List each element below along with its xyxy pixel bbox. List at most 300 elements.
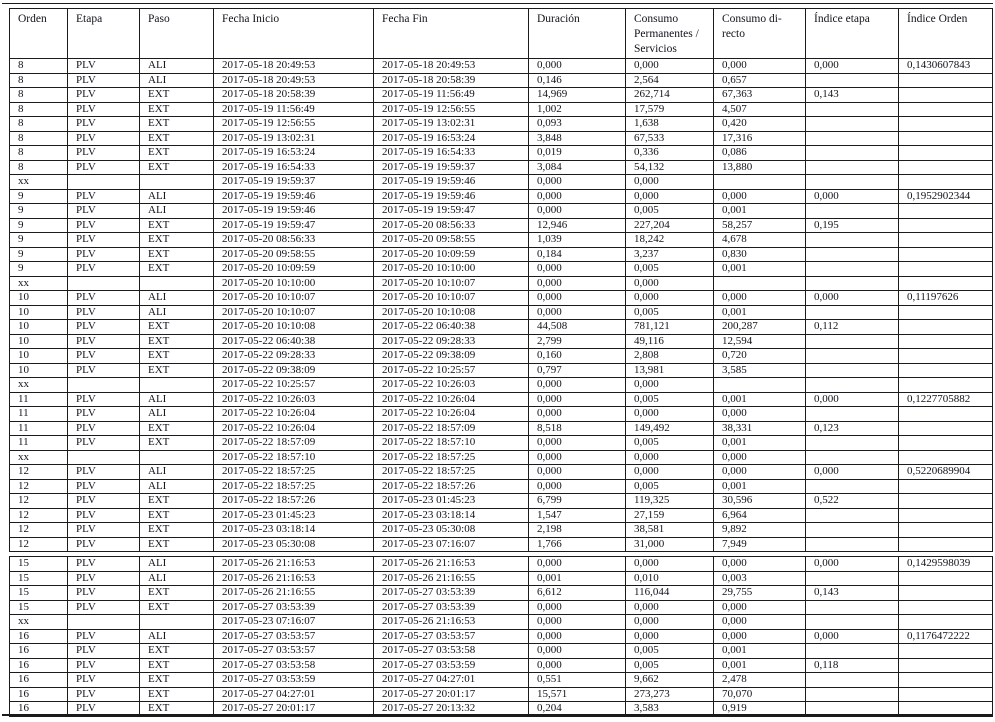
table-cell: 4,678: [714, 233, 806, 248]
table-cell: 0,010: [626, 571, 714, 586]
table-row: [10, 378, 993, 393]
table-cell: EXT: [140, 687, 214, 702]
table-cell: [806, 276, 899, 291]
table-cell: 2,799: [529, 334, 626, 349]
table-cell: 13,880: [714, 160, 806, 175]
table-cell: 262,714: [626, 88, 714, 103]
table-cell: 2017-05-19 19:59:46: [374, 189, 529, 204]
table-cell: 2017-05-23 01:45:23: [214, 508, 374, 523]
table-cell: 119,325: [626, 494, 714, 509]
table-cell: 2017-05-19 11:56:49: [374, 88, 529, 103]
table-row: [10, 247, 993, 262]
table-cell: 0,005: [626, 262, 714, 277]
table-cell: EXT: [140, 334, 214, 349]
table-cell: 0,001: [714, 262, 806, 277]
table-cell: 2017-05-22 18:57:25: [374, 450, 529, 465]
table-cell: PLV: [68, 73, 140, 88]
table-row: [10, 73, 993, 88]
table-row: [10, 204, 993, 219]
table-cell: EXT: [140, 160, 214, 175]
table-cell: 2017-05-19 19:59:37: [374, 160, 529, 175]
table-cell: 15: [10, 571, 68, 586]
top-rule: [2, 3, 993, 4]
table-cell: 16: [10, 658, 68, 673]
table-cell: 2017-05-20 10:10:07: [374, 291, 529, 306]
table-cell: [806, 450, 899, 465]
table-cell: 0,005: [626, 644, 714, 659]
table-cell: 11: [10, 407, 68, 422]
table-cell: 149,492: [626, 421, 714, 436]
table-cell: 15: [10, 600, 68, 615]
table-cell: 2017-05-20 09:58:55: [374, 233, 529, 248]
table-cell: 0,420: [714, 117, 806, 132]
table-cell: [899, 218, 993, 233]
table-cell: 2017-05-20 10:09:59: [214, 262, 374, 277]
table-cell: 8: [10, 131, 68, 146]
column-header-3: Paso: [140, 9, 214, 59]
table-cell: 12,946: [529, 218, 626, 233]
table-cell: [899, 479, 993, 494]
table-cell: 0,000: [529, 262, 626, 277]
table-cell: 9: [10, 233, 68, 248]
table-cell: 16: [10, 673, 68, 688]
table-cell: 2017-05-27 03:53:58: [374, 644, 529, 659]
table-cell: 1,547: [529, 508, 626, 523]
table-cell: 17,579: [626, 102, 714, 117]
table-cell: [714, 276, 806, 291]
table-cell: [899, 349, 993, 364]
table-cell: [140, 450, 214, 465]
table-cell: 0,001: [714, 204, 806, 219]
table-cell: 116,044: [626, 586, 714, 601]
table-cell: 0,000: [714, 59, 806, 74]
table-cell: 2017-05-19 19:59:46: [374, 175, 529, 190]
table-cell: 0,005: [626, 436, 714, 451]
table-cell: 9: [10, 218, 68, 233]
table-cell: 12: [10, 537, 68, 552]
table-cell: [806, 436, 899, 451]
table-row: [10, 586, 993, 601]
table-cell: [806, 615, 899, 630]
table-row: [10, 305, 993, 320]
table-cell: [806, 571, 899, 586]
table-row: [10, 146, 993, 161]
table-cell: 6,964: [714, 508, 806, 523]
table-cell: PLV: [68, 537, 140, 552]
table-cell: PLV: [68, 586, 140, 601]
table-cell: [899, 73, 993, 88]
table-cell: 0,000: [529, 600, 626, 615]
table-cell: PLV: [68, 218, 140, 233]
table-cell: xx: [10, 378, 68, 393]
table-cell: PLV: [68, 600, 140, 615]
table-row: [10, 131, 993, 146]
table-cell: 12: [10, 508, 68, 523]
table-cell: 11: [10, 436, 68, 451]
table-cell: [806, 378, 899, 393]
table-cell: 0,797: [529, 363, 626, 378]
table-cell: 8: [10, 146, 68, 161]
table-cell: [899, 262, 993, 277]
table-cell: [899, 276, 993, 291]
table-cell: [806, 687, 899, 702]
table-cell: PLV: [68, 160, 140, 175]
table-cell: 8: [10, 73, 68, 88]
table-cell: [806, 247, 899, 262]
table-cell: EXT: [140, 247, 214, 262]
table-cell: 2017-05-19 19:59:37: [214, 175, 374, 190]
table-cell: 0,000: [626, 629, 714, 644]
table-cell: 6,612: [529, 586, 626, 601]
table-cell: [899, 117, 993, 132]
table-cell: PLV: [68, 262, 140, 277]
table-cell: 2017-05-19 12:56:55: [374, 102, 529, 117]
table-row: [10, 523, 993, 538]
table-cell: PLV: [68, 291, 140, 306]
table-cell: 0,000: [806, 629, 899, 644]
table-cell: 2017-05-20 09:58:55: [214, 247, 374, 262]
table-cell: EXT: [140, 349, 214, 364]
table-cell: PLV: [68, 508, 140, 523]
table-cell: [899, 508, 993, 523]
table-cell: xx: [10, 450, 68, 465]
table-cell: PLV: [68, 146, 140, 161]
table-cell: [899, 615, 993, 630]
table-cell: 2017-05-23 05:30:08: [374, 523, 529, 538]
table-cell: 0,000: [626, 291, 714, 306]
table-cell: 2017-05-22 18:57:25: [214, 479, 374, 494]
table-cell: 2017-05-27 03:53:39: [374, 600, 529, 615]
table-cell: [899, 494, 993, 509]
table-cell: EXT: [140, 320, 214, 335]
table-cell: 0,1227705882: [899, 392, 993, 407]
table-cell: [806, 349, 899, 364]
table-cell: 0,001: [714, 479, 806, 494]
table-row: [10, 117, 993, 132]
table-cell: 54,132: [626, 160, 714, 175]
table-cell: 0,001: [714, 305, 806, 320]
table-cell: [806, 73, 899, 88]
table-cell: 0,000: [529, 305, 626, 320]
table-cell: 2017-05-26 21:16:55: [214, 586, 374, 601]
table-cell: 0,184: [529, 247, 626, 262]
table-row: [10, 658, 993, 673]
table-row: [10, 629, 993, 644]
table-cell: 0,000: [529, 465, 626, 480]
table-cell: [806, 175, 899, 190]
table-cell: 0,000: [626, 175, 714, 190]
table-cell: [806, 102, 899, 117]
table-row: [10, 363, 993, 378]
table-cell: PLV: [68, 334, 140, 349]
table-cell: 2017-05-26 21:16:53: [214, 571, 374, 586]
table-cell: 0,551: [529, 673, 626, 688]
table-cell: 0,001: [714, 644, 806, 659]
table-cell: 0,005: [626, 658, 714, 673]
table-cell: 0,919: [714, 702, 806, 717]
table-cell: 17,316: [714, 131, 806, 146]
table-cell: ALI: [140, 59, 214, 74]
table-cell: 2017-05-27 03:53:39: [214, 600, 374, 615]
table-cell: 2017-05-20 10:10:07: [214, 291, 374, 306]
table-cell: 16: [10, 644, 68, 659]
table-cell: [899, 160, 993, 175]
table-cell: [899, 175, 993, 190]
table-cell: 31,000: [626, 537, 714, 552]
table-cell: 0,086: [714, 146, 806, 161]
table-cell: 2017-05-20 10:10:08: [214, 320, 374, 335]
table-cell: EXT: [140, 146, 214, 161]
table-cell: 12: [10, 523, 68, 538]
table-cell: [806, 146, 899, 161]
table-cell: 2017-05-23 01:45:23: [374, 494, 529, 509]
table-cell: 70,070: [714, 687, 806, 702]
table-cell: [806, 305, 899, 320]
table-cell: 200,287: [714, 320, 806, 335]
table-cell: [806, 204, 899, 219]
table-cell: 2017-05-19 16:54:33: [214, 160, 374, 175]
table-cell: 2017-05-19 19:59:46: [214, 189, 374, 204]
table-cell: 2017-05-26 21:16:53: [374, 557, 529, 572]
table-cell: 0,522: [806, 494, 899, 509]
table-cell: 0,001: [714, 436, 806, 451]
table-cell: [899, 600, 993, 615]
table-cell: PLV: [68, 702, 140, 717]
table-cell: [806, 334, 899, 349]
table-cell: 2017-05-19 11:56:49: [214, 102, 374, 117]
table-cell: 2017-05-22 09:28:33: [214, 349, 374, 364]
table-row: [10, 673, 993, 688]
table-cell: [806, 673, 899, 688]
table-cell: 2017-05-18 20:58:39: [374, 73, 529, 88]
table-cell: 2017-05-19 19:59:47: [214, 218, 374, 233]
table-cell: [899, 334, 993, 349]
table-cell: 2017-05-22 18:57:26: [214, 494, 374, 509]
table-cell: EXT: [140, 436, 214, 451]
table-cell: PLV: [68, 436, 140, 451]
table-cell: 2017-05-27 03:53:58: [214, 658, 374, 673]
table-cell: [899, 131, 993, 146]
table-cell: xx: [10, 276, 68, 291]
table-row: [10, 276, 993, 291]
table-cell: ALI: [140, 305, 214, 320]
table-cell: 0,118: [806, 658, 899, 673]
table-cell: 0,5220689904: [899, 465, 993, 480]
table-cell: 10: [10, 291, 68, 306]
table-cell: 0,000: [626, 600, 714, 615]
table-cell: 0,000: [806, 465, 899, 480]
table-cell: [899, 102, 993, 117]
table-cell: 10: [10, 320, 68, 335]
table-cell: [899, 233, 993, 248]
table-cell: 0,005: [626, 305, 714, 320]
table-cell: 2017-05-19 13:02:31: [374, 117, 529, 132]
table-cell: 13,981: [626, 363, 714, 378]
table-cell: 2017-05-19 13:02:31: [214, 131, 374, 146]
table-cell: 0,093: [529, 117, 626, 132]
table-cell: 0,000: [529, 557, 626, 572]
table-row: [10, 349, 993, 364]
table-cell: 3,848: [529, 131, 626, 146]
table-cell: 0,000: [626, 378, 714, 393]
table-cell: [899, 658, 993, 673]
table-cell: 0,019: [529, 146, 626, 161]
table-row: [10, 189, 993, 204]
table-cell: 0,000: [529, 644, 626, 659]
table-cell: 0,003: [714, 571, 806, 586]
table-cell: [899, 586, 993, 601]
table-cell: ALI: [140, 204, 214, 219]
table-row: [10, 175, 993, 190]
table-row: [10, 88, 993, 103]
table-cell: 0,657: [714, 73, 806, 88]
table-cell: 273,273: [626, 687, 714, 702]
table-cell: 2017-05-23 07:16:07: [374, 537, 529, 552]
table-cell: 0,204: [529, 702, 626, 717]
table-cell: 16: [10, 687, 68, 702]
table-cell: 2017-05-22 10:25:57: [374, 363, 529, 378]
table-cell: 0,000: [626, 189, 714, 204]
table-cell: 8: [10, 88, 68, 103]
table-cell: 2,564: [626, 73, 714, 88]
table-cell: [899, 88, 993, 103]
table-cell: 49,116: [626, 334, 714, 349]
table-cell: EXT: [140, 117, 214, 132]
table-cell: 0,000: [529, 204, 626, 219]
table-cell: [899, 305, 993, 320]
table-cell: 0,001: [714, 658, 806, 673]
table-cell: 0,123: [806, 421, 899, 436]
table-cell: [899, 673, 993, 688]
table-cell: 2017-05-20 10:10:00: [214, 276, 374, 291]
table-cell: 0,195: [806, 218, 899, 233]
table-cell: PLV: [68, 421, 140, 436]
table-cell: [899, 436, 993, 451]
table-cell: 2017-05-22 09:38:09: [214, 363, 374, 378]
table-cell: 0,1429598039: [899, 557, 993, 572]
table-cell: PLV: [68, 557, 140, 572]
table-cell: PLV: [68, 523, 140, 538]
table-cell: 12,594: [714, 334, 806, 349]
table-cell: 10: [10, 334, 68, 349]
table-cell: 2017-05-22 10:25:57: [214, 378, 374, 393]
table-cell: [806, 363, 899, 378]
table-cell: 0,336: [626, 146, 714, 161]
table-cell: [899, 320, 993, 335]
table-cell: 2017-05-20 10:10:00: [374, 262, 529, 277]
table-cell: PLV: [68, 204, 140, 219]
table-cell: PLV: [68, 131, 140, 146]
table-cell: 30,596: [714, 494, 806, 509]
table-cell: EXT: [140, 523, 214, 538]
table-cell: 2017-05-27 03:53:57: [374, 629, 529, 644]
table-cell: 0,143: [806, 586, 899, 601]
table-row: [10, 557, 993, 572]
table-cell: 0,000: [529, 291, 626, 306]
table-cell: 2017-05-22 18:57:25: [374, 465, 529, 480]
table-cell: EXT: [140, 673, 214, 688]
table-cell: [899, 537, 993, 552]
table-cell: 0,000: [806, 392, 899, 407]
table-cell: 0,005: [626, 392, 714, 407]
table-cell: 0,001: [714, 392, 806, 407]
table-cell: 2017-05-27 03:53:57: [214, 629, 374, 644]
table-row: [10, 392, 993, 407]
column-header-10: Índice Orden: [899, 9, 993, 59]
table-cell: [68, 276, 140, 291]
table-cell: PLV: [68, 673, 140, 688]
table-cell: PLV: [68, 88, 140, 103]
table-cell: 15: [10, 586, 68, 601]
table-row: [10, 291, 993, 306]
table-cell: 9: [10, 189, 68, 204]
table-cell: PLV: [68, 687, 140, 702]
table-cell: EXT: [140, 537, 214, 552]
table-cell: 12: [10, 479, 68, 494]
table-row: [10, 160, 993, 175]
table-cell: 2017-05-22 10:26:04: [214, 407, 374, 422]
table-cell: 2017-05-20 08:56:33: [374, 218, 529, 233]
table-cell: 0,000: [714, 600, 806, 615]
table-cell: 0,000: [626, 450, 714, 465]
table-body: [10, 59, 993, 717]
table-cell: 781,121: [626, 320, 714, 335]
table-cell: 2017-05-22 09:28:33: [374, 334, 529, 349]
table-cell: 2,478: [714, 673, 806, 688]
table-cell: 0,005: [626, 479, 714, 494]
table-cell: [899, 407, 993, 422]
table-cell: 1,002: [529, 102, 626, 117]
table-cell: 9,662: [626, 673, 714, 688]
table-cell: 67,363: [714, 88, 806, 103]
table-cell: 2017-05-27 20:01:17: [214, 702, 374, 717]
table-row: [10, 102, 993, 117]
consumption-table: [9, 8, 993, 717]
table-cell: 15,571: [529, 687, 626, 702]
table-cell: 2017-05-20 10:10:07: [214, 305, 374, 320]
table-cell: 0,000: [529, 175, 626, 190]
table-cell: PLV: [68, 644, 140, 659]
table-cell: 0,160: [529, 349, 626, 364]
table-row: [10, 600, 993, 615]
table-cell: PLV: [68, 363, 140, 378]
table-cell: EXT: [140, 218, 214, 233]
table-cell: PLV: [68, 102, 140, 117]
table-cell: 0,000: [714, 557, 806, 572]
column-header-8: Consumo di-recto: [714, 9, 806, 59]
table-cell: PLV: [68, 629, 140, 644]
table-cell: [806, 131, 899, 146]
table-cell: PLV: [68, 571, 140, 586]
table-row: [10, 494, 993, 509]
table-cell: PLV: [68, 233, 140, 248]
table-cell: EXT: [140, 702, 214, 717]
table-cell: 2017-05-22 10:26:03: [214, 392, 374, 407]
table-cell: 0,000: [529, 392, 626, 407]
table-cell: 67,533: [626, 131, 714, 146]
table-cell: 3,084: [529, 160, 626, 175]
table-cell: [899, 363, 993, 378]
table-cell: EXT: [140, 644, 214, 659]
table-cell: 8: [10, 117, 68, 132]
table-cell: 0,000: [626, 59, 714, 74]
table-cell: 8: [10, 160, 68, 175]
table-cell: 1,638: [626, 117, 714, 132]
table-cell: [806, 262, 899, 277]
table-cell: PLV: [68, 247, 140, 262]
table-cell: 0,143: [806, 88, 899, 103]
table-cell: ALI: [140, 189, 214, 204]
